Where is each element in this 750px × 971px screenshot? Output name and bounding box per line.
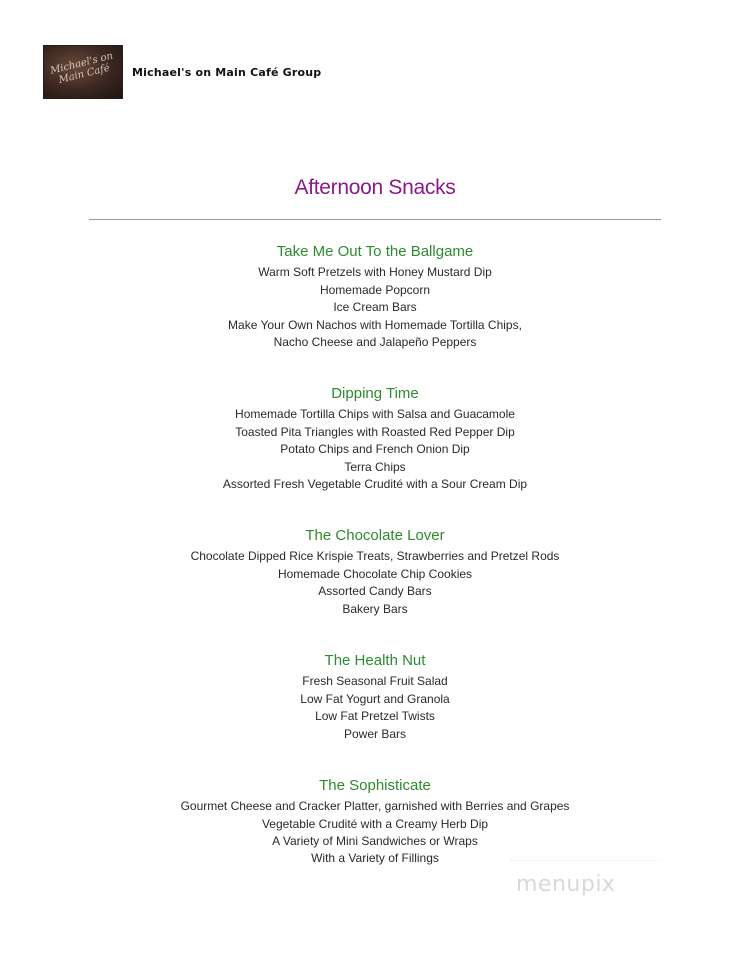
menu-item: Warm Soft Pretzels with Honey Mustard Dip (258, 265, 492, 279)
menu-item: With a Variety of Fillings (311, 850, 439, 865)
page-title: Afternoon Snacks (294, 176, 456, 199)
menu-item: Low Fat Pretzel Twists (315, 709, 435, 723)
header (44, 46, 321, 98)
menu-item: Assorted Fresh Vegetable Crudité with a Sour Cream Dip (222, 477, 528, 491)
menu-section (0, 651, 750, 743)
menu-item: Chocolate Dipped Rice Krispie Treats, Strawberries and Pretzel Rods (190, 549, 560, 563)
watermark-divider (510, 860, 660, 861)
menu-item: Potato Chips and French Onion Dip (280, 442, 470, 456)
section-items (0, 673, 750, 743)
section-title: Take Me Out To the Ballgame (276, 243, 474, 260)
company-name: Michael's on Main Café Group (132, 65, 322, 79)
menu-item: Vegetable Crudité with a Creamy Herb Dip (261, 816, 489, 831)
menu-item: Toasted Pita Triangles with Roasted Red Pepper Dip (235, 424, 515, 439)
menu-item: Homemade Popcorn (319, 282, 431, 297)
menu-item: Assorted Candy Bars (318, 584, 432, 598)
menu-item: Make Your Own Nachos with Homemade Tortilla Chips, (228, 317, 522, 332)
title-divider (89, 219, 661, 220)
section-title: The Sophisticate (319, 777, 431, 794)
menu-item: Homemade Chocolate Chip Cookies (277, 566, 473, 581)
section-title: The Health Nut (324, 652, 426, 669)
section-items (0, 798, 750, 865)
watermark: menupix (516, 872, 616, 897)
menu-item: Ice Cream Bars (333, 300, 417, 314)
menu-item: Fresh Seasonal Fruit Salad (302, 674, 448, 688)
menu-item: Terra Chips (344, 459, 406, 474)
company-logo (44, 46, 122, 98)
section-items (0, 548, 750, 618)
menu-item: Homemade Tortilla Chips with Salsa and Guacamole (235, 407, 515, 421)
menu-section (0, 384, 750, 494)
logo-script-text: Michael's on Main Café (49, 50, 115, 86)
menu-item: Power Bars (343, 726, 407, 741)
section-items (0, 406, 750, 494)
section-title: Dipping Time (331, 385, 419, 402)
menu-item: Bakery Bars (342, 601, 408, 616)
menu-item: Gourmet Cheese and Cracker Platter, garnished with Berries and Grapes (180, 799, 570, 813)
menu-item: Nacho Cheese and Jalapeño Peppers (273, 335, 477, 349)
menu-section (0, 526, 750, 618)
menu-section (0, 242, 750, 352)
section-items (0, 264, 750, 352)
menu-item: A Variety of Mini Sandwiches or Wraps (272, 834, 478, 848)
section-title: The Chocolate Lover (305, 527, 445, 544)
menu-section (0, 776, 750, 865)
menu-item: Low Fat Yogurt and Granola (300, 691, 450, 706)
